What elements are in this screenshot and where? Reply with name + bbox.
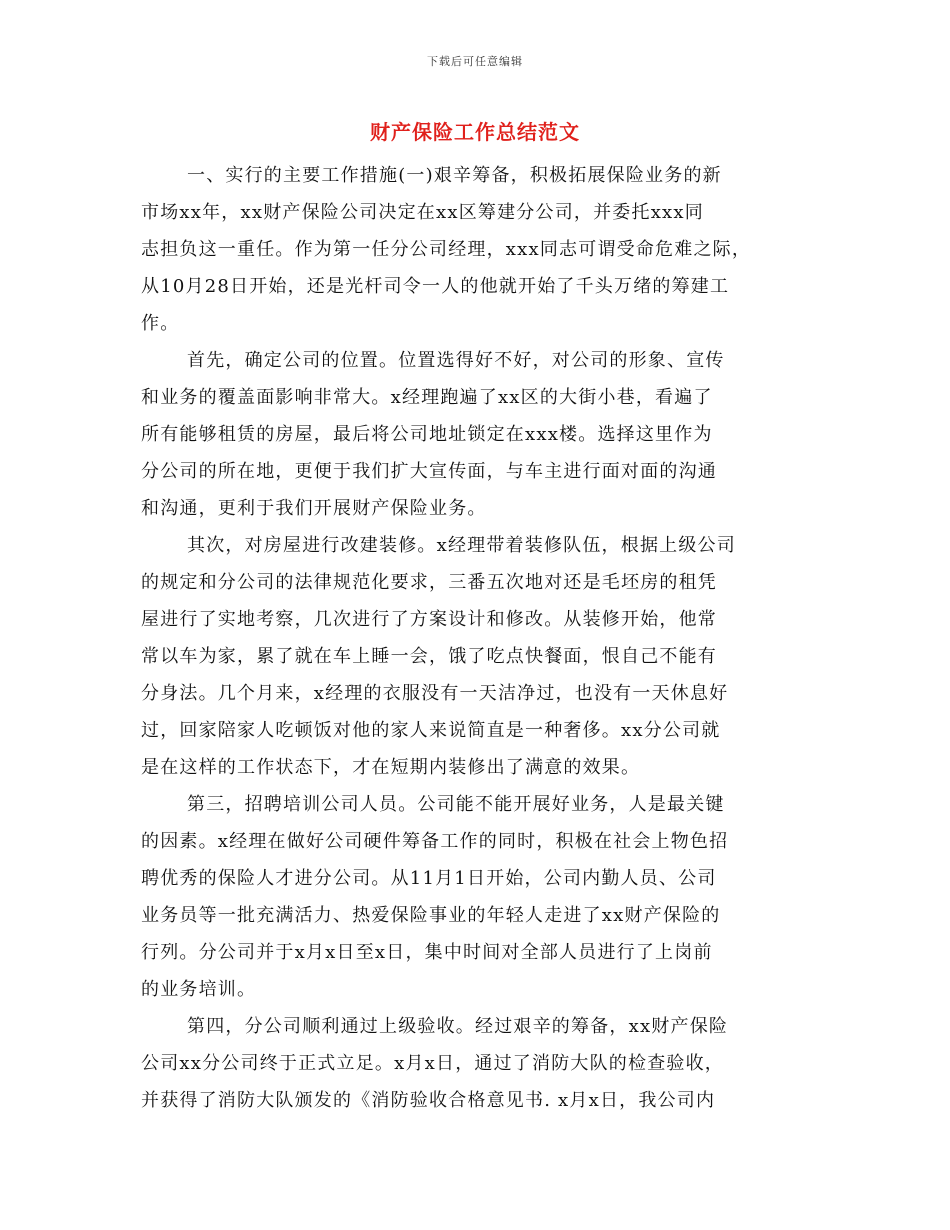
text-line: 其次，对房屋进行改建装修。x经理带着装修队伍，根据上级公司 (187, 535, 736, 556)
text-line: 常以车为家，累了就在车上睡一会，饿了吃点快餐面，恨自己不能有 (141, 646, 717, 667)
text-line: 是在这样的工作状态下，才在短期内装修出了满意的效果。 (141, 757, 641, 778)
text-line: 业务员等一批充满活力、热爱保险事业的年轻人走进了xx财产保险的 (141, 905, 721, 926)
text-line: 的业务培训。 (141, 979, 257, 1000)
document-title: 财产保险工作总结范文 (370, 120, 580, 144)
text-line: 屋进行了实地考察，几次进行了方案设计和修改。从装修开始，他常 (141, 609, 717, 630)
text-line: 公司xx分公司终于正式立足。x月x日，通过了消防大队的检查验收， (141, 1053, 725, 1074)
text-line: 一、实行的主要工作措施(一)艰辛筹备，积极拓展保险业务的新 (187, 165, 722, 186)
text-line: 第四，分公司顺利通过上级验收。经过艰辛的筹备，xx财产保险 (187, 1016, 729, 1037)
text-line: 的规定和分公司的法律规范化要求，三番五次地对还是毛坯房的租凭 (141, 572, 717, 593)
text-line: 志担负这一重任。作为第一任分公司经理，xxx同志可谓受命危难之际， (141, 239, 752, 260)
paragraph-3 (141, 527, 809, 786)
text-line: 的因素。x经理在做好公司硬件筹备工作的同时，积极在社会上物色招 (141, 831, 729, 852)
text-line: 市场xx年，xx财产保险公司决定在xx区筹建分公司，并委托xxx同 (141, 202, 704, 223)
text-line: 过，回家陪家人吃顿饭对他的家人来说简直是一种奢侈。xx分公司就 (141, 720, 721, 741)
text-line: 行列。分公司并于x月x日至x日，集中时间对全部人员进行了上岗前 (141, 942, 713, 963)
text-line: 分身法。几个月来，x经理的衣服没有一天洁净过，也没有一天休息好 (141, 683, 729, 704)
document-body (141, 157, 809, 1119)
text-line: 首先，确定公司的位置。位置选得好不好，对公司的形象、宣传 (187, 350, 725, 371)
text-line: 和沟通，更利于我们开展财产保险业务。 (141, 498, 487, 519)
text-line: 和业务的覆盖面影响非常大。x经理跑遍了xx区的大街小巷，看遍了 (141, 387, 713, 408)
paragraph-5 (141, 1008, 809, 1119)
header-note: 下载后可任意编辑 (427, 55, 523, 68)
paragraph-4 (141, 786, 809, 1008)
text-line: 并获得了消防大队颁发的《消防验收合格意见书. x月x日，我公司内 (141, 1090, 716, 1111)
text-line: 作。 (141, 313, 180, 334)
text-line: 所有能够租赁的房屋，最后将公司地址锁定在xxx楼。选择这里作为 (141, 424, 713, 445)
text-line: 从10月28日开始，还是光杆司令一人的他就开始了千头万绪的筹建工 (141, 276, 730, 297)
text-line: 第三，招聘培训公司人员。公司能不能开展好业务，人是最关键 (187, 794, 725, 815)
text-line: 分公司的所在地，更便于我们扩大宣传面，与车主进行面对面的沟通 (141, 461, 717, 482)
paragraph-2 (141, 342, 809, 527)
text-line: 聘优秀的保险人才进分公司。从11月1日开始，公司内勤人员、公司 (141, 868, 717, 889)
paragraph-1 (141, 157, 809, 342)
